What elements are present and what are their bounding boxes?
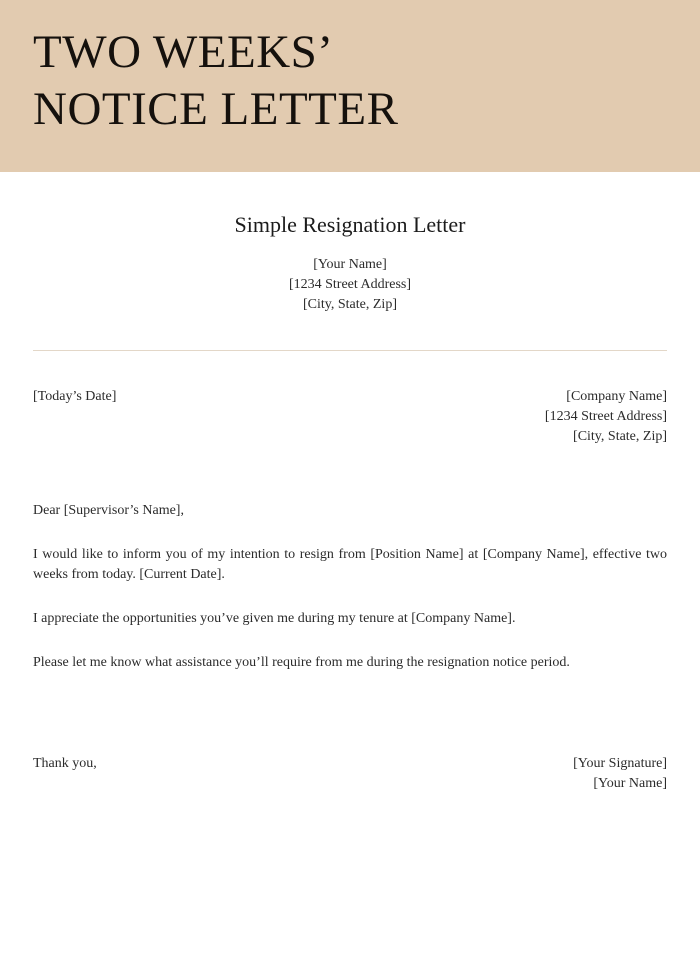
closing-salutation: Thank you, [33,756,97,771]
sender-name: [Your Name] [313,257,387,272]
paragraph-3: Please let me know what assistance you’ll require from me during the resignation notice period. [33,655,570,670]
header-band [0,0,700,172]
recipient-address-block [545,387,667,447]
recipient-company: [Company Name] [566,389,667,404]
letter-body [0,172,700,794]
paragraph-1: I would like to inform you of my intention to resign from [Position Name] at [Company Name], effective two weeks from today. [Current Date]. [33,547,667,582]
paragraph-2: I appreciate the opportunities you’ve given me during my tenure at [Company Name]. [33,611,516,626]
document-title-line-2: NOTICE LETTER [33,83,399,135]
salutation: Dear [Supervisor’s Name], [33,503,184,518]
signature-name: [Your Name] [593,776,667,791]
document-title [33,24,700,138]
sender-city-state-zip: [City, State, Zip] [303,297,397,312]
date-recipient-row [33,351,667,447]
closing-row [33,673,667,794]
letter-paragraphs [33,447,667,673]
signature-block [573,754,667,794]
letter-date: [Today’s Date] [33,389,117,404]
letter-heading: Simple Resignation Letter [234,212,466,237]
signature-placeholder: [Your Signature] [573,756,667,771]
recipient-street: [1234 Street Address] [544,409,667,424]
sender-address-block [33,238,667,315]
sender-street: [1234 Street Address] [288,277,412,292]
document-title-line-1: TWO WEEKS’ [33,26,334,78]
recipient-city-state-zip: [City, State, Zip] [573,429,667,444]
